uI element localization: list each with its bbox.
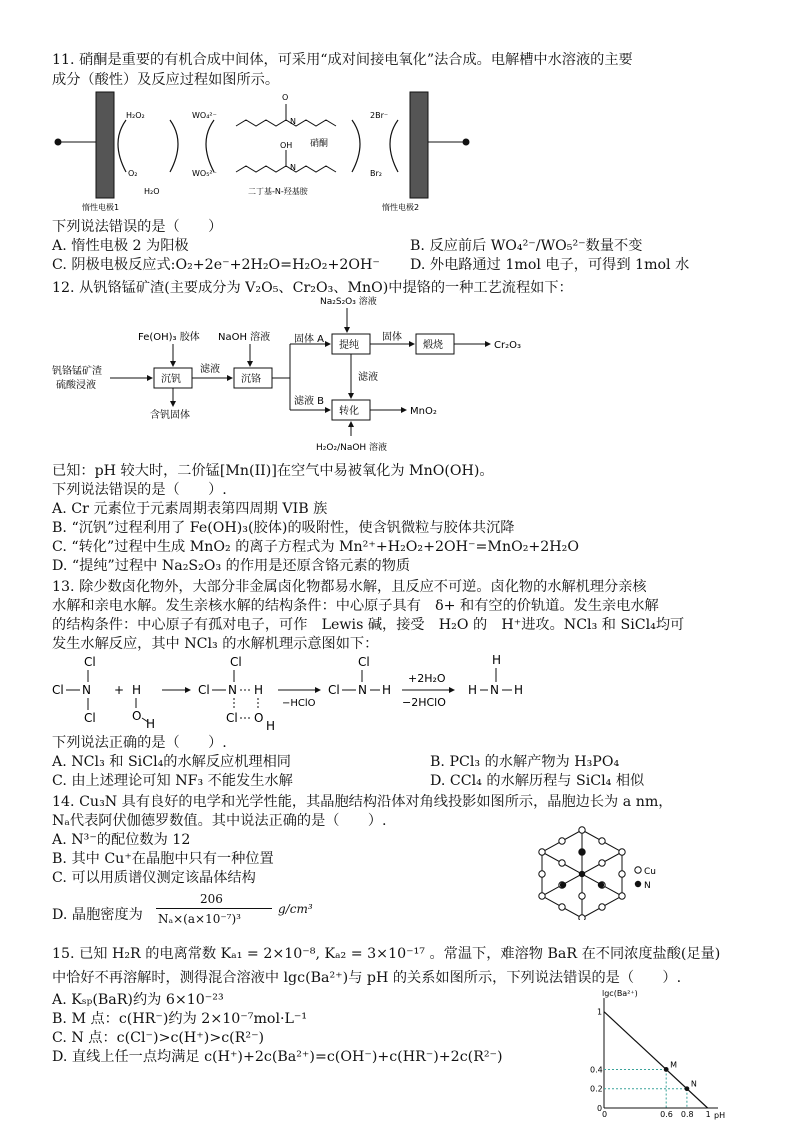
flow-raw1: 钒铬锰矿渣 bbox=[52, 366, 102, 377]
br2-label: Br₂ bbox=[370, 169, 382, 178]
point-label-N: N bbox=[690, 1079, 697, 1089]
svg-text:H: H bbox=[132, 683, 142, 697]
q15-line2: 中恰好不再溶解时，测得混合溶液中 lgc(Ba²⁺)与 pH 的关系如图所示，下列说法错误的是（ ）. bbox=[52, 970, 682, 986]
svg-text:H: H bbox=[266, 719, 276, 732]
flow-solid: 固体 bbox=[382, 332, 402, 343]
svg-text:H: H bbox=[468, 683, 478, 697]
point-M bbox=[664, 1067, 669, 1072]
q14-line1: 14. Cu₃N 具有良好的电学和光学性能，其晶胞结构沿体对角线投影如图所示，晶胞边长为 a nm， bbox=[52, 794, 673, 810]
legend-n: N bbox=[644, 881, 651, 891]
flow-lvye-b: 滤液 B bbox=[294, 396, 325, 407]
o2-label: O₂ bbox=[128, 169, 138, 178]
cu-atom-12 bbox=[559, 904, 565, 910]
fraction-bar bbox=[156, 908, 272, 909]
q12-option-a: A. Cr 元素位于元素周期表第四周期 VIB 族 bbox=[52, 501, 328, 517]
cu-atom-16 bbox=[559, 838, 565, 844]
svg-text:H: H bbox=[492, 654, 502, 667]
flow-duanshao: 煅烧 bbox=[423, 340, 443, 351]
legend-n-marker bbox=[635, 881, 641, 887]
flow-raw2: 硫酸浸液 bbox=[56, 380, 96, 391]
n-atom-0 bbox=[579, 849, 585, 855]
mech-minus-2hclo: −2HClO bbox=[402, 696, 446, 709]
cu-atom-3 bbox=[579, 915, 585, 920]
br-label: 2Br⁻ bbox=[370, 111, 389, 120]
q14-option-b: B. 其中 Cu⁺在晶胞中只有一种位置 bbox=[52, 851, 274, 867]
q14-crystal-projection bbox=[530, 826, 670, 920]
q11-option-d: D. 外电路通过 1mol 电子，可得到 1mol 水 bbox=[410, 257, 690, 273]
cu-atom-5 bbox=[539, 849, 545, 855]
svg-text:H: H bbox=[514, 683, 524, 697]
chart-ylabel: lgc(Ba²⁺) bbox=[602, 989, 638, 998]
electrode2-label: 惰性电极2 bbox=[382, 203, 420, 212]
x-tick-0.6: 0.6 bbox=[660, 1110, 673, 1119]
q13-line1: 13. 除少数卤化物外，大部分非金属卤化物都易水解，且反应不可逆。卤化物的水解机理分亲核 bbox=[52, 579, 647, 595]
cu-atom-14 bbox=[539, 871, 545, 877]
q15-chart bbox=[588, 988, 728, 1120]
chart-points bbox=[664, 1060, 697, 1091]
q12-option-b: B. “沉钒”过程利用了 Fe(OH)₃(胶体)的吸附性，使含钒微粒与胶体共沉降 bbox=[52, 520, 515, 536]
q12-stem: 12. 从钒铬锰矿渣(主要成分为 V₂O₅、Cr₂O₃、MnO)中提铬的一种工艺流程如下： bbox=[52, 280, 573, 296]
svg-text:H: H bbox=[382, 683, 392, 697]
cu-atom-9 bbox=[599, 860, 605, 866]
svg-text:Cl: Cl bbox=[84, 711, 96, 725]
q11-ask: 下列说法错误的是（ ） bbox=[52, 219, 223, 235]
q13-mechanism-figure bbox=[52, 654, 552, 732]
cu-atom-10 bbox=[599, 904, 605, 910]
nitrone-o-label: O bbox=[282, 93, 289, 102]
nitrone-n-label: N bbox=[290, 117, 296, 126]
q12-option-d: D. “提纯”过程中 Na₂S₂O₃ 的作用是还原含铬元素的物质 bbox=[52, 558, 411, 574]
q14-line2: Nₐ代表阿伏伽德罗数值。其中说法正确的是（ ）. bbox=[52, 813, 387, 829]
q11-stem-line1: 11. 硝酮是重要的有机合成中间体，可采用“成对间接电氧化”法合成。电解槽中水溶液的主要 bbox=[52, 52, 633, 68]
chart-xlabel: pH bbox=[714, 1111, 726, 1120]
amine-n-label: N bbox=[290, 163, 296, 172]
svg-text:H: H bbox=[254, 683, 264, 697]
svg-text:Cl: Cl bbox=[226, 711, 238, 725]
cu-atom-8 bbox=[619, 871, 625, 877]
n-atom-1 bbox=[598, 882, 604, 888]
y-tick-1: 1 bbox=[597, 1007, 603, 1017]
cu-atom-1 bbox=[619, 849, 625, 855]
svg-text:Cl: Cl bbox=[84, 655, 96, 669]
x-tick-0.8: 0.8 bbox=[680, 1110, 694, 1119]
q15-option-c: C. N 点：c(Cl⁻)>c(H⁺)>c(R²⁻) bbox=[52, 1030, 265, 1046]
series-line-0 bbox=[604, 1012, 708, 1108]
flow-chenfan: 沉钒 bbox=[161, 374, 181, 385]
y-tick-0.4: 0.4 bbox=[590, 1065, 603, 1075]
q13-line4: 发生水解反应，其中 NCl₃ 的水解机理示意图如下： bbox=[52, 636, 379, 652]
amine-oh-label: OH bbox=[280, 141, 293, 150]
q14-option-d-numerator: 206 bbox=[200, 892, 223, 906]
electrode2-plate bbox=[410, 92, 428, 198]
q11-option-a: A. 惰性电极 2 为阳极 bbox=[52, 238, 189, 254]
flow-hanfan: 含钒固体 bbox=[150, 410, 190, 421]
chart-guides bbox=[604, 1069, 687, 1108]
svg-text:N: N bbox=[358, 683, 367, 697]
q14-option-d-prefix: D. 晶胞密度为 bbox=[52, 907, 143, 923]
flow-lvye1: 滤液 bbox=[200, 364, 220, 375]
svg-text:Cl: Cl bbox=[230, 655, 242, 669]
svg-text:O: O bbox=[132, 709, 142, 723]
q12-known: 已知：pH 较大时，二价锰[Mn(II)]在空气中易被氧化为 MnO(OH)。 bbox=[52, 463, 494, 479]
q11-option-b: B. 反应前后 WO₄²⁻/WO₅²⁻数量不变 bbox=[410, 238, 643, 254]
amine-label: 二丁基-N-羟基胺 bbox=[248, 187, 308, 196]
x-tick-1: 1 bbox=[705, 1110, 711, 1119]
q12-flow-diagram bbox=[52, 294, 552, 456]
q12-option-c: C. “转化”过程中生成 MnO₂ 的离子方程式为 Mn²⁺+H₂O₂+2OH⁻=MnO₂+2H₂O bbox=[52, 539, 580, 555]
mech-minus-hclo: −HClO bbox=[282, 698, 316, 709]
svg-text:H: H bbox=[146, 717, 156, 731]
q13-line3: 的结构条件：中心原子有孤对电子，可作 Lewis 碱，接受 H₂O 的 H⁺进攻。NCl₃ 和 SiCl₄均可 bbox=[52, 617, 685, 633]
q15-option-b: B. M 点：c(HR⁻)约为 2×10⁻⁷mol·L⁻¹ bbox=[52, 1011, 308, 1027]
cu-atom-6 bbox=[599, 838, 605, 844]
cu-atom-17 bbox=[559, 860, 565, 866]
flow-chenge: 沉铬 bbox=[241, 374, 261, 385]
x-tick-0: 0 bbox=[602, 1110, 608, 1119]
q15-option-a: A. Kₛₚ(BaR)约为 6×10⁻²³ bbox=[52, 992, 224, 1008]
flow-naoh: NaOH 溶液 bbox=[218, 332, 271, 343]
electrode1-plate bbox=[96, 92, 114, 198]
q11-stem-line2: 成分（酸性）及反应过程如图所示。 bbox=[52, 72, 280, 88]
point-N bbox=[685, 1086, 690, 1091]
origin-label: 0 bbox=[597, 1104, 603, 1113]
n-atom-2 bbox=[560, 882, 566, 888]
svg-text:Cl: Cl bbox=[52, 683, 64, 697]
point-label-M: M bbox=[670, 1060, 678, 1070]
svg-text:O: O bbox=[254, 711, 264, 725]
flow-zhuanhua: 转化 bbox=[339, 406, 359, 417]
cu-atom-4 bbox=[539, 893, 545, 899]
flow-feoh3: Fe(OH)₃ 胶体 bbox=[138, 332, 200, 343]
flow-na2s2o3: Na₂S₂O₃ 溶液 bbox=[320, 297, 377, 307]
svg-text:N: N bbox=[228, 683, 237, 697]
q15-line1: 15. 已知 H₂R 的电离常数 Kₐ₁ = 2×10⁻⁸, Kₐ₂ = 3×10⁻¹⁷ 。常温下，难溶物 BaR 在不同浓度盐酸(足量) bbox=[52, 946, 721, 962]
svg-text:N: N bbox=[82, 683, 91, 697]
chart-series bbox=[604, 1012, 708, 1108]
flow-tichun: 提纯 bbox=[339, 340, 359, 351]
legend-cu: Cu bbox=[644, 867, 656, 877]
q13-option-d: D. CCl₄ 的水解历程与 SiCl₄ 相似 bbox=[430, 773, 645, 789]
flow-mno2: MnO₂ bbox=[410, 406, 437, 417]
y-tick-0.2: 0.2 bbox=[590, 1084, 603, 1094]
q11-option-c: C. 阴极电极反应式:O₂+2e⁻+2H₂O=H₂O₂+2OH⁻ bbox=[52, 257, 380, 273]
q11-electrolysis-figure bbox=[52, 90, 472, 214]
cu-atom-2 bbox=[619, 893, 625, 899]
q14-option-c: C. 可以用质谱仪测定该晶体结构 bbox=[52, 870, 256, 886]
legend-cu-marker bbox=[635, 867, 641, 873]
flow-cr2o3: Cr₂O₃ bbox=[494, 340, 521, 351]
flow-h2o2naoh: H₂O₂/NaOH 溶液 bbox=[316, 443, 388, 453]
wo5-label: WO₅²⁻ bbox=[192, 169, 217, 178]
mech-plus-2h2o: +2H₂O bbox=[408, 672, 446, 685]
svg-text:Cl: Cl bbox=[358, 655, 370, 669]
nitrone-label: 硝酮 bbox=[310, 139, 329, 149]
q12-ask: 下列说法错误的是（ ）. bbox=[52, 482, 227, 498]
cu-atom-13 bbox=[579, 893, 585, 899]
svg-text:Cl: Cl bbox=[328, 683, 340, 697]
q13-option-c: C. 由上述理论可知 NF₃ 不能发生水解 bbox=[52, 773, 293, 789]
q14-option-d-denominator: Nₐ×(a×10⁻⁷)³ bbox=[158, 912, 241, 926]
svg-text:Cl: Cl bbox=[198, 683, 210, 697]
q13-option-b: B. PCl₃ 的水解产物为 H₃PO₄ bbox=[430, 754, 620, 770]
h2o2-label: H₂O₂ bbox=[126, 111, 145, 120]
h2o-label: H₂O bbox=[144, 187, 160, 196]
cu-atom-0 bbox=[579, 827, 585, 833]
q15-option-d: D. 直线上任一点均满足 c(H⁺)+2c(Ba²⁺)=c(OH⁻)+c(HR⁻)+2c(R²⁻) bbox=[52, 1049, 503, 1065]
q13-option-a: A. NCl₃ 和 SiCl₄的水解反应机理相同 bbox=[52, 754, 291, 770]
n-atom-3 bbox=[579, 871, 585, 877]
svg-text:N: N bbox=[490, 683, 499, 697]
q13-ask: 下列说法正确的是（ ）. bbox=[52, 735, 227, 751]
q13-line2: 水解和亲电水解。发生亲核水解的结构条件：中心原子具有 δ+ 和有空的价轨道。发生亲电水解 bbox=[52, 598, 659, 614]
wo4-label: WO₄²⁻ bbox=[192, 111, 217, 120]
flow-lvye2: 滤液 bbox=[358, 372, 378, 383]
flow-solid-a: 固体 A bbox=[294, 334, 325, 345]
svg-text:+: + bbox=[114, 683, 125, 697]
electrode1-label: 惰性电极1 bbox=[82, 203, 120, 212]
q14-option-d-unit: g/cm³ bbox=[278, 902, 313, 916]
q14-option-a: A. N³⁻的配位数为 12 bbox=[52, 832, 191, 848]
